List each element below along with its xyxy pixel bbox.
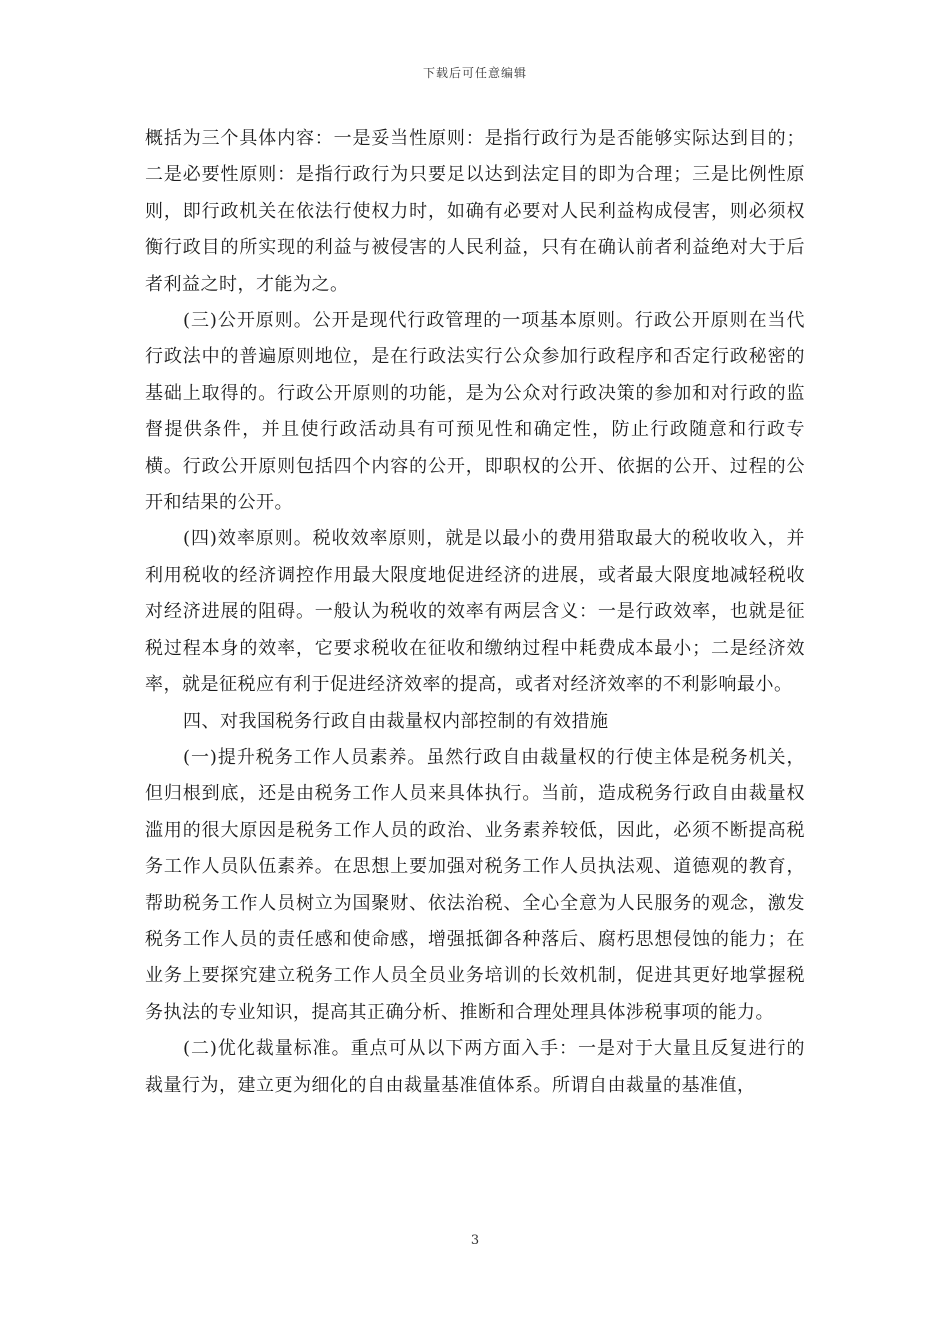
paragraph-staff-quality: (一)提升税务工作人员素养。虽然行政自由裁量权的行使主体是税务机关，但归根到底，还是由税务工作人员来具体执行。当前，造成税务行政自由裁量权滥用的很大原因是税务工作人员的政治、业务素养较低，因此，必须不断提高税务工作人员队伍素养。在思想上要加强对税务工作人员执法观、道德观的教育，帮助税务工作人员树立为国聚财、依法治税、全心全意为人民服务的观念，激发税务工作人员的责任感和使命感，增强抵御各种落后、腐朽思想侵蚀的能力；在业务上要探究建立税务工作人员全员业务培训的长效机制，促进其更好地掌握税务执法的专业知识，提高其正确分析、推断和合理处理具体涉税事项的能力。 — [145, 746, 805, 1023]
paragraph-continuation: 概括为三个具体内容：一是妥当性原则：是指行政行为是否能够实际达到目的；二是必要性原则：是指行政行为只要足以达到法定目的即为合理；三是比例性原则，即行政机关在依法行使权力时，如确有必要对人民利益构成侵害，则必须权衡行政目的所实现的利益与被侵害的人民利益，只有在确认前者利益绝对大于后者利益之时，才能为之。 — [145, 128, 805, 295]
page-header: 下载后可任意编辑 — [422, 66, 527, 80]
paragraph-efficiency-principle: (四)效率原则。税收效率原则，就是以最小的费用猎取最大的税收收入，并利用税收的经济调控作用最大限度地促进经济的进展，或者最大限度地减轻税收对经济进展的阻碍。一般认为税收的效率有两层含义：一是行政效率，也就是征税过程本身的效率，它要求税收在征收和缴纳过程中耗费成本最小；二是经济效率，就是征税应有利于促进经济效率的提高，或者对经济效率的不利影响最小。 — [145, 528, 805, 696]
document-body — [145, 121, 805, 1104]
page-number: 3 — [470, 1233, 480, 1248]
section-heading: 四、对我国税务行政自由裁量权内部控制的有效措施 — [183, 710, 609, 732]
paragraph-discretion-standards: (二)优化裁量标准。重点可从以下两方面入手：一是对于大量且反复进行的裁量行为，建立更为细化的自由裁量基准值体系。所谓自由裁量的基准值， — [145, 1038, 805, 1096]
paragraph-publicity-principle: (三)公开原则。公开是现代行政管理的一项基本原则。行政公开原则在当代行政法中的普遍原则地位，是在行政法实行公众参加行政程序和否定行政秘密的基础上取得的。行政公开原则的功能，是为公众对行政决策的参加和对行政的监督提供条件，并且使行政活动具有可预见性和确定性，防止行政随意和行政专横。行政公开原则包括四个内容的公开，即职权的公开、依据的公开、过程的公开和结果的公开。 — [145, 310, 805, 514]
